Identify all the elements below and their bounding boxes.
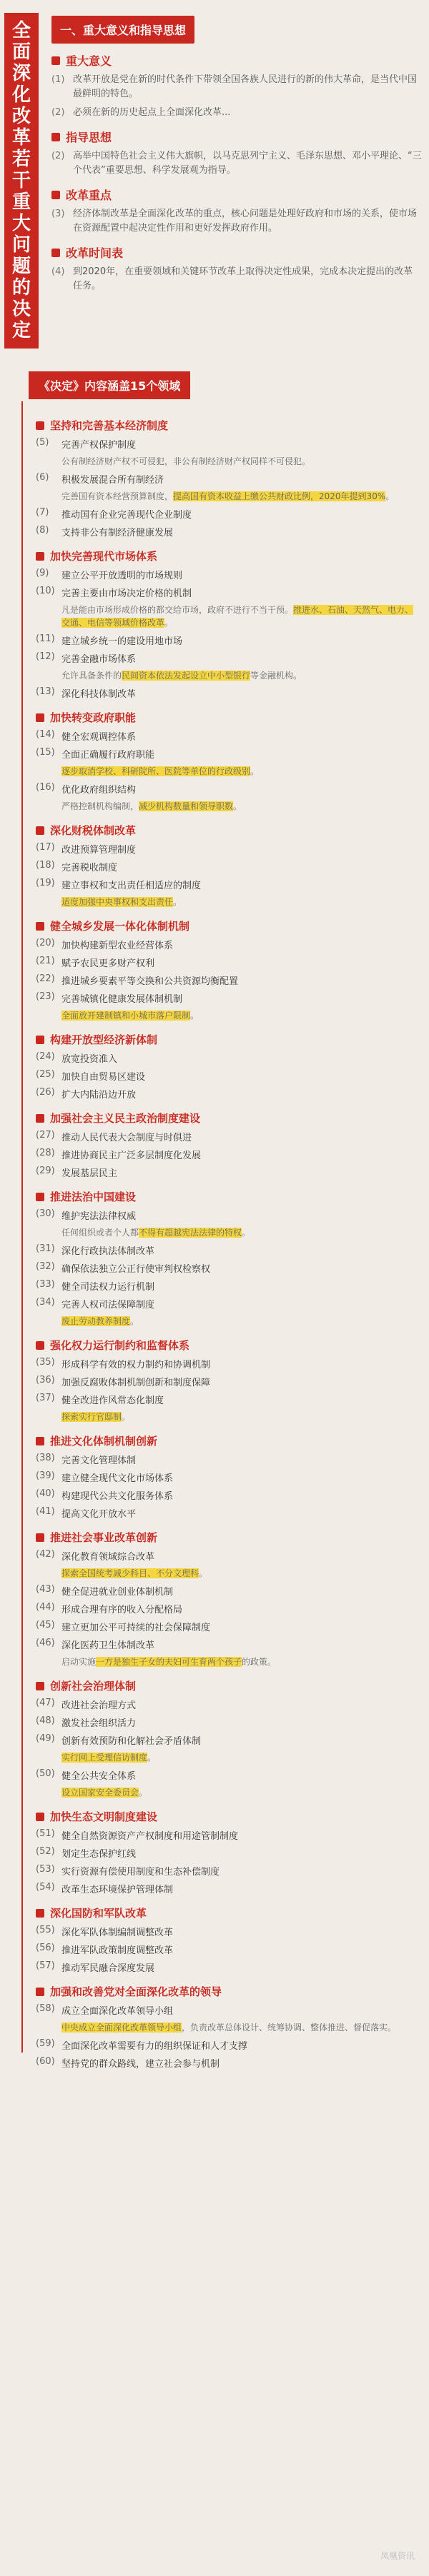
overview-subhead: 改革时间表 [51, 244, 422, 261]
field-item: (20) 加快构建新型农业经营体系 [36, 938, 174, 951]
field-item: (37) 健全改进作风常态化制度 [36, 1393, 164, 1406]
field-item: (9) 建立公平开放透明的市场规则 [36, 568, 183, 581]
square-bullet-icon [36, 1988, 44, 1996]
field-item: (47) 改进社会治理方式 [36, 1698, 137, 1711]
field-item: (57) 推动军民融合深度发展 [36, 1960, 155, 1974]
field-title: 深化财税体制改革 [36, 823, 422, 838]
highlight: 逐步取消学校、科研院所、医院等单位的行政级别 [61, 766, 251, 776]
field-item: (28) 推进协商民主广泛多层制度化发展 [36, 1148, 202, 1161]
square-bullet-icon [51, 249, 60, 257]
field-item: (49) 创新有效预防和化解社会矛盾体制 [36, 1733, 202, 1747]
vertical-title: 全面深化改革 若干重大问题 的决定 [4, 13, 39, 349]
field-item: (18) 完善税收制度 [36, 860, 118, 873]
timeline-line [21, 401, 23, 2053]
square-bullet-icon [36, 1909, 44, 1918]
field-title: 构建开放型经济新体制 [36, 1032, 422, 1047]
highlight: 提高国有资本收益上缴公共财政比例，2020年提到30% [173, 491, 386, 501]
square-bullet-icon [36, 922, 44, 931]
field-item: (33) 健全司法权力运行机制 [36, 1279, 155, 1293]
highlight: 推进水、石油、天然气、电力、交通、电信等领域价格改革 [61, 605, 414, 628]
field-item: (23) 完善城镇化健康发展体制机制 [36, 991, 183, 1005]
square-bullet-icon [36, 1533, 44, 1542]
square-bullet-icon [51, 133, 60, 141]
square-bullet-icon [51, 191, 60, 199]
field-item: (22) 推进城乡要素平等交换和公共资源均衡配置 [36, 973, 239, 987]
fields-header: 《决定》内容涵盖15个领域 [29, 371, 190, 399]
field-title: 加快生态文明制度建设 [36, 1809, 422, 1824]
highlight: 一方是独生子女的夫妇可生育两个孩子 [96, 1657, 242, 1667]
square-bullet-icon [51, 56, 60, 65]
field-note: 启动实施一方是独生子女的夫妇可生育两个孩子的政策。 [61, 1657, 277, 1667]
square-bullet-icon [36, 826, 44, 835]
overview-paragraph: (4) 到2020年，在重要领域和关键环节改革上取得决定性成果，完成本决定提出的改革任务。 [51, 266, 413, 291]
highlight: 探索全国统考减少科目、不分文理科 [61, 1568, 199, 1578]
field-note: 实行网上受理信访制度。 [61, 1753, 157, 1763]
field-item: (56) 推进军队政策制度调整改革 [36, 1943, 174, 1956]
field-item: (30) 维护宪法法律权威 [36, 1208, 137, 1222]
square-bullet-icon [36, 1193, 44, 1201]
field-item: (27) 推动人民代表大会制度与时俱进 [36, 1130, 192, 1143]
field-item: (19) 建立事权和支出责任相适应的制度 [36, 878, 202, 891]
field-item: (39) 建立健全现代文化市场体系 [36, 1470, 174, 1484]
square-bullet-icon [36, 713, 44, 722]
square-bullet-icon [36, 1114, 44, 1123]
field-title: 推进法治中国建设 [36, 1189, 422, 1204]
field-note: 允许具备条件的民间资本依法发起设立中小型银行等金融机构。 [61, 671, 302, 681]
square-bullet-icon [36, 421, 44, 430]
field-item: (25) 加快自由贸易区建设 [36, 1069, 146, 1083]
field-item: (58) 成立全面深化改革领导小组 [36, 2003, 174, 2017]
field-item: (41) 提高文化开放水平 [36, 1506, 137, 1520]
field-title: 深化国防和军队改革 [36, 1905, 422, 1920]
field-item: (10) 完善主要由市场决定价格的机制 [36, 586, 192, 599]
watermark: 凤凰资讯 [380, 2551, 415, 2561]
field-item: (7) 推动国有企业完善现代企业制度 [36, 507, 192, 521]
field-title: 加强社会主义民主政治制度建设 [36, 1111, 422, 1126]
square-bullet-icon [36, 1682, 44, 1690]
field-item: (46) 深化医药卫生体制改革 [36, 1638, 155, 1651]
section-overview [51, 16, 422, 298]
highlight: 设立国家安全委员会 [61, 1788, 139, 1798]
field-item: (40) 构建现代公共文化服务体系 [36, 1488, 174, 1502]
field-item: (44) 形成合理有序的收入分配格局 [36, 1602, 183, 1615]
field-note: 设立国家安全委员会。 [61, 1788, 148, 1798]
field-note: 中央成立全面深化改革领导小组，负责改革总体设计、统筹协调、整体推进、督促落实。 [61, 2023, 397, 2033]
highlight: 全面放开建制镇和小城市落户限制 [61, 1011, 191, 1021]
field-item: (60) 坚持党的群众路线，建立社会参与机制 [36, 2056, 220, 2070]
field-item: (48) 激发社会组织活力 [36, 1715, 137, 1729]
field-item: (15) 全面正确履行政府职能 [36, 747, 155, 761]
highlight: 探索实行官邸制 [61, 1412, 122, 1422]
square-bullet-icon [36, 1341, 44, 1350]
field-note: 公有制经济财产权不可侵犯，非公有制经济财产权同样不可侵犯。 [61, 456, 311, 466]
field-note: 探索实行官邸制。 [61, 1412, 131, 1422]
field-item: (35) 形成科学有效的权力制约和协调机制 [36, 1357, 211, 1370]
field-item: (13) 深化科技体制改革 [36, 686, 137, 700]
square-bullet-icon [36, 1036, 44, 1044]
section-fields [7, 371, 422, 2074]
field-item: (12) 完善金融市场体系 [36, 651, 137, 665]
field-item: (53) 实行资源有偿使用制度和生态补偿制度 [36, 1864, 220, 1878]
square-bullet-icon [36, 1813, 44, 1821]
highlight: 实行网上受理信访制度 [61, 1753, 148, 1763]
field-title: 健全城乡发展一体化体制机制 [36, 918, 422, 933]
field-title: 加快转变政府职能 [36, 710, 422, 725]
field-item: (55) 深化军队体制编制调整改革 [36, 1925, 174, 1938]
field-item: (38) 完善文化管理体制 [36, 1453, 137, 1466]
field-item: (52) 划定生态保护红线 [36, 1846, 137, 1860]
field-item: (31) 深化行政执法体制改革 [36, 1243, 155, 1257]
highlight: 不得有超越宪法法律的特权 [139, 1228, 242, 1238]
field-item: (6) 积极发展混合所有制经济 [36, 472, 164, 486]
highlight: 中央成立全面深化改革领导小组 [61, 2023, 182, 2033]
overview-blocks [51, 52, 422, 294]
field-title: 加强和改善党对全面深化改革的领导 [36, 1984, 422, 1999]
highlight: 适度加强中央事权和支出责任 [61, 897, 174, 907]
field-note: 凡是能由市场形成价格的都交给市场，政府不进行不当干预。推进水、石油、天然气、电力、交通、电信等领域价格改革。 [61, 605, 414, 628]
field-item: (45) 建立更加公平可持续的社会保障制度 [36, 1620, 211, 1633]
field-item: (36) 加强反腐败体制机制创新和制度保障 [36, 1375, 211, 1388]
field-note: 严格控制机构编制，减少机构数量和领导职数。 [61, 801, 242, 811]
field-item: (21) 赋予农民更多财产权利 [36, 956, 155, 969]
square-bullet-icon [36, 552, 44, 561]
highlight: 民间资本依法发起设立中小型银行 [122, 671, 251, 681]
field-item: (50) 健全公共安全体系 [36, 1768, 137, 1782]
overview-subhead: 重大意义 [51, 52, 422, 69]
overview-paragraph: (3) 经济体制改革是全面深化改革的重点，核心问题是处理好政府和市场的关系，使市场在资源配置中起决定性作用和更好发挥政府作用。 [51, 209, 418, 234]
overview-paragraph: (2) 必须在新的历史起点上全面深化改革... [51, 107, 231, 118]
field-title: 创新社会治理体制 [36, 1678, 422, 1693]
field-note: 逐步取消学校、科研院所、医院等单位的行政级别。 [61, 766, 260, 776]
overview-subhead: 改革重点 [51, 186, 422, 203]
highlight: 废止劳动教养制度 [61, 1316, 131, 1326]
field-item: (11) 建立城乡统一的建设用地市场 [36, 633, 183, 647]
field-item: (59) 全面深化改革需要有力的组织保证和人才支撑 [36, 2038, 248, 2052]
field-item: (8) 支持非公有制经济健康发展 [36, 525, 174, 538]
field-item: (34) 完善人权司法保障制度 [36, 1297, 155, 1310]
field-item: (32) 确保依法独立公正行使审判权检察权 [36, 1261, 211, 1275]
overview-subhead: 指导思想 [51, 129, 422, 145]
field-title: 加快完善现代市场体系 [36, 548, 422, 563]
field-title: 坚持和完善基本经济制度 [36, 418, 422, 433]
field-title: 推进社会事业改革创新 [36, 1530, 422, 1545]
square-bullet-icon [36, 1437, 44, 1445]
field-item: (14) 健全宏观调控体系 [36, 729, 137, 743]
field-item: (5) 完善产权保护制度 [36, 437, 137, 451]
field-note: 废止劳动教养制度。 [61, 1316, 139, 1326]
field-note: 探索全国统考减少科目、不分文理科。 [61, 1568, 208, 1578]
field-item: (51) 健全自然资源资产产权制度和用途管制制度 [36, 1828, 239, 1842]
field-title: 强化权力运行制约和监督体系 [36, 1338, 422, 1353]
overview-paragraph: (2) 高举中国特色社会主义伟大旗帜，以马克思列宁主义、毛泽东思想、邓小平理论、“三个代表”重要思想、科学发展观为指导。 [51, 151, 422, 176]
field-item: (54) 改革生态环境保护管理体制 [36, 1882, 174, 1895]
overview-banner: 一、重大意义和指导思想 [51, 16, 194, 44]
highlight: 减少机构数量和领导职数 [139, 801, 234, 811]
field-note: 完善国有资本经营预算制度，提高国有资本收益上缴公共财政比例，2020年提到30%。 [61, 491, 395, 501]
field-item: (29) 发展基层民主 [36, 1166, 118, 1179]
field-title: 推进文化体制机制创新 [36, 1433, 422, 1448]
fields-groups [36, 399, 422, 2070]
field-item: (42) 深化教育领域综合改革 [36, 1549, 155, 1563]
field-item: (16) 优化政府组织结构 [36, 782, 137, 796]
field-item: (17) 改进预算管理制度 [36, 842, 137, 856]
field-note: 任何组织或者个人都不得有超越宪法法律的特权。 [61, 1228, 251, 1238]
field-item: (43) 健全促进就业创业体制机制 [36, 1584, 174, 1598]
field-note: 全面放开建制镇和小城市落户限制。 [61, 1011, 199, 1021]
field-item: (26) 扩大内陆沿边开放 [36, 1087, 137, 1101]
field-item: (24) 放宽投资准入 [36, 1051, 118, 1065]
field-note: 适度加强中央事权和支出责任。 [61, 897, 182, 907]
overview-paragraph: (1) 改革开放是党在新的时代条件下带领全国各族人民进行的新的伟大革命，是当代中国最鲜明的特色。 [51, 74, 418, 99]
